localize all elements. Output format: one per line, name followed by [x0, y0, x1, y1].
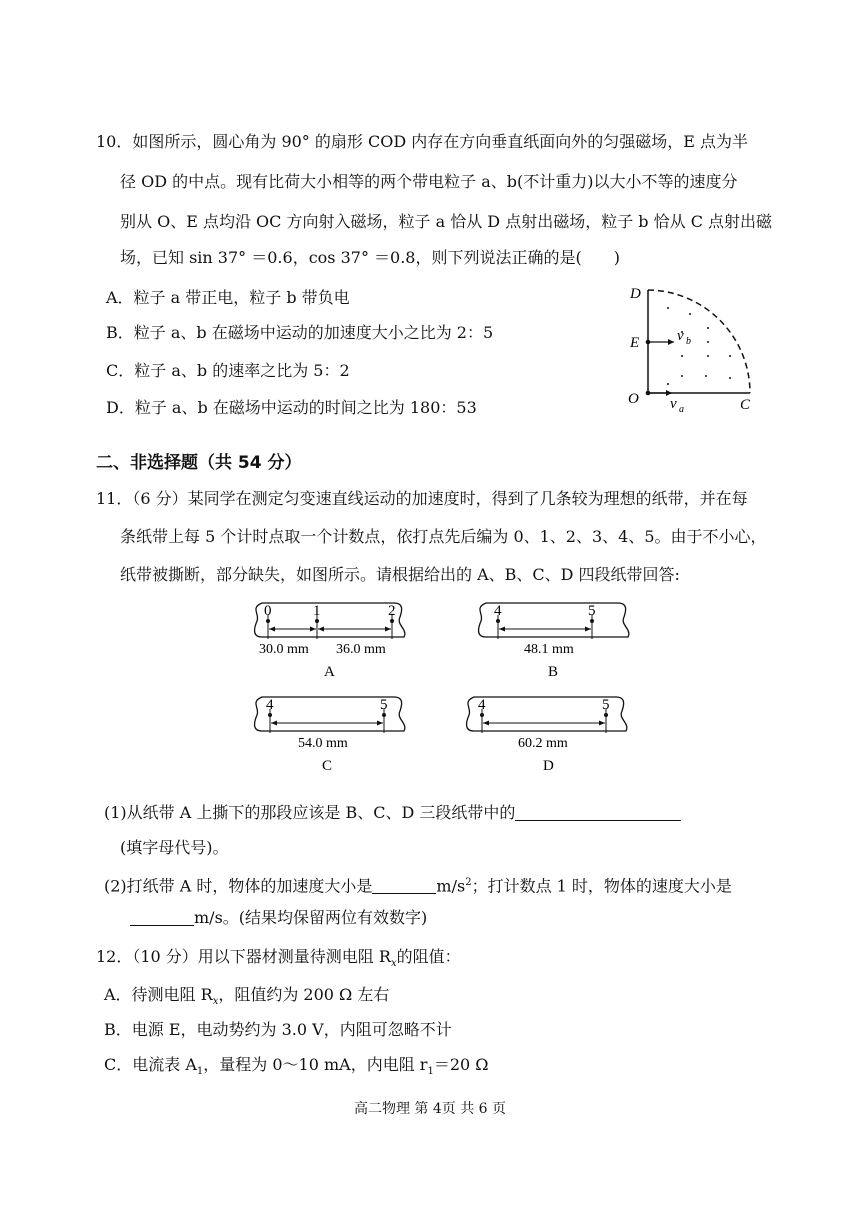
q11-sub1-text: (1)从纸带 A 上撕下的那段应该是 B、C、D 三段纸带中的 [104, 803, 516, 822]
q11-sub2-unit-sup: 2 [465, 877, 472, 888]
tape-c-name: C [322, 758, 333, 774]
answer-blank-1[interactable] [515, 804, 681, 821]
q10-line1: 10．如图所示，圆心角为 90° 的扇形 COD 内存在方向垂直纸面向外的匀强磁场，E 点为半 [96, 132, 749, 151]
q12-sub: x [390, 958, 397, 970]
tape-a-label-0: 0 [264, 603, 272, 619]
label-vb: v [677, 328, 684, 344]
tape-a-label-1: 1 [313, 603, 321, 619]
magnetic-field-sector-diagram [620, 280, 770, 415]
q12-text-a: 12．（10 分）用以下器材测量待测电阻 R [96, 947, 391, 966]
answer-blank-3[interactable] [130, 909, 194, 926]
q12-opt-a-text-b: ，阻值约为 200 Ω 左右 [218, 985, 390, 1004]
tape-b-dist: 48.1 mm [524, 642, 574, 657]
q11-sub1-line1 [104, 803, 681, 823]
q12-opt-c-text-c: ＝20 Ω [433, 1055, 489, 1074]
tape-b [468, 596, 638, 682]
q12-option-b: B．电源 E，电动势约为 3.0 V，内阻可忽略不计 [104, 1020, 452, 1039]
q12-option-c [104, 1055, 489, 1082]
label-D: D [630, 286, 641, 302]
tape-a-dist1: 30.0 mm [259, 642, 309, 657]
q11-line2: 条纸带上每 5 个计时点取一个计数点，依打点先后编为 0、1、2、3、4、5。由于不小心， [120, 527, 767, 546]
label-E: E [630, 335, 640, 351]
q11-line1: 11．（6 分）某同学在测定匀变速直线运动的加速度时，得到了几条较为理想的纸带，并在每 [96, 489, 748, 508]
label-O: O [628, 391, 639, 407]
tape-d-name: D [543, 758, 554, 774]
q12-text-b: 的阻值： [396, 947, 461, 966]
q12-opt-c-sub2: 1 [427, 1066, 434, 1078]
q11-sub2-text-d: m/s。(结果均保留两位有效数字) [194, 908, 428, 927]
tape-a [244, 596, 414, 682]
q11-sub2-text-a: (2)打纸带 A 时，物体的加速度大小是 [104, 876, 373, 896]
tape-b-name: B [548, 664, 559, 680]
q10-option-d: D．粒子 a、b 在磁场中运动的时间之比为 180：53 [106, 398, 477, 417]
tape-b-label-4: 4 [494, 603, 502, 619]
q10-option-a: A．粒子 a 带正电，粒子 b 带负电 [106, 288, 350, 307]
q11-sub2-text-c: ；打计数点 1 时，物体的速度大小是 [471, 876, 732, 896]
tape-a-dist2: 36.0 mm [336, 642, 386, 657]
q12-opt-c-text: C．电流表 A [104, 1055, 197, 1074]
q11-sub1-line2: (填字母代号)。 [120, 838, 229, 857]
q11-line3: 纸带被撕断，部分缺失，如图所示。请根据给出的 A、B、C、D 四段纸带回答: [120, 565, 680, 584]
q10-option-c: C．粒子 a、b 的速率之比为 5：2 [106, 361, 350, 380]
q10-line4: 场，已知 sin 37° ＝0.6，cos 37° ＝0.8，则下列说法正确的是( ) [120, 248, 620, 267]
tape-a-label-2: 2 [388, 603, 396, 619]
q11-sub2-line1 [104, 873, 732, 896]
q10-option-b: B．粒子 a、b 在磁场中运动的加速度大小之比为 2：5 [106, 323, 494, 342]
tape-c [244, 690, 414, 776]
tape-d-label-5: 5 [602, 697, 610, 713]
q10-line3: 别从 O、E 点均沿 OC 方向射入磁场，粒子 a 恰从 D 点射出磁场，粒子 b 恰从 C 点射出磁 [120, 212, 773, 231]
q12-opt-c-text-b: ，量程为 0～10 mA，内电阻 r [203, 1055, 428, 1074]
tape-a-name: A [324, 664, 335, 680]
q12-option-a [104, 985, 389, 1012]
q12-opt-c-sub: 1 [196, 1066, 204, 1078]
q12-opt-a-text: A．待测电阻 R [104, 985, 213, 1004]
tape-c-label-5: 5 [380, 697, 388, 713]
q10-line2: 径 OD 的中点。现有比荷大小相等的两个带电粒子 a、b(不计重力)以大小不等的速度分 [120, 172, 738, 191]
q12-opt-a-sub: x [212, 996, 219, 1008]
q11-sub2-line2 [130, 908, 427, 928]
tape-c-dist: 54.0 mm [298, 736, 348, 751]
page-footer: 高二物理 第 4页 共 6 页 [353, 1101, 507, 1117]
label-va: v [670, 396, 677, 412]
label-vb-sub: b [686, 336, 691, 347]
tape-d-dist: 60.2 mm [518, 736, 568, 751]
tape-c-label-4: 4 [266, 697, 274, 713]
tape-b-label-5: 5 [588, 603, 596, 619]
section-title: 二、非选择题（共 54 分） [96, 453, 302, 473]
label-C: C [740, 397, 751, 413]
q11-sub2-unit: m/s [436, 876, 466, 896]
label-va-sub: a [679, 404, 684, 415]
tape-d-label-4: 4 [478, 697, 486, 713]
tape-d [456, 690, 636, 776]
q12-line1 [96, 947, 461, 974]
answer-blank-2[interactable] [372, 877, 436, 894]
